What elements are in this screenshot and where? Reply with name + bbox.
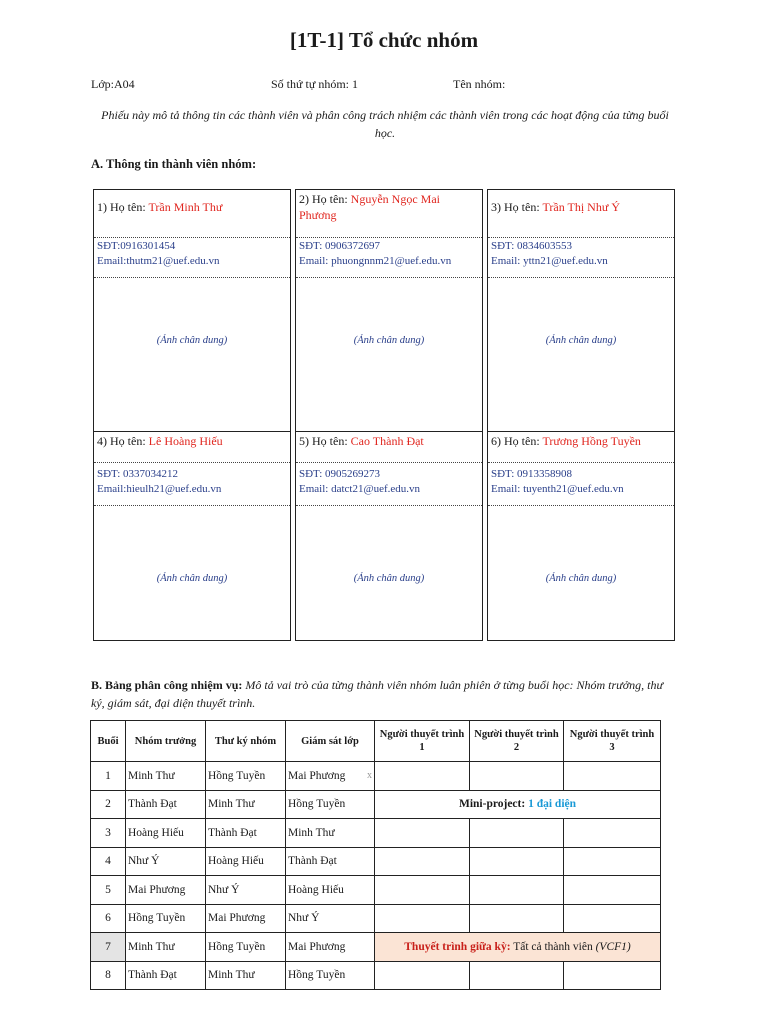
col-header-presenter-1: Người thuyết trình 1 [375,721,470,762]
portrait-placeholder: (Ảnh chân dung) [545,335,617,346]
member-email: Email:thutm21@uef.edu.vn [97,255,220,267]
group-number-field: Số thứ tự nhóm: 1 [271,77,359,91]
divider [488,505,674,506]
table-row: 5 Mai Phương Như Ý Hoàng Hiếu [91,876,661,905]
divider [296,277,482,278]
portrait-placeholder: (Ảnh chân dung) [545,573,617,584]
member-name: Lê Hoàng Hiếu [148,434,223,448]
member-name-line: 4) Họ tên: Lê Hoàng Hiếu [97,434,223,448]
member-email: Email: phuongnnm21@uef.edu.vn [299,255,452,267]
col-header-presenter-2: Người thuyết trình 2 [470,721,564,762]
divider [296,237,482,238]
intro-paragraph: Phiếu này mô tả thông tin các thành viên và phân công trách nhiệm các thành viên trong các hoạt động của từng buổi học. [101,108,669,140]
member-phone: SĐT: 0834603553 [491,240,573,252]
member-email: Email: yttn21@uef.edu.vn [491,255,608,267]
member-phone: SĐT: 0337034212 [97,468,179,480]
col-header-monitor: Giám sát lớp [286,721,375,762]
member-card-2 [295,189,483,433]
mini-project-note: Mini-project: 1 đại diện [375,790,661,819]
member-email: Email: tuyenth21@uef.edu.vn [491,483,624,495]
table-row: 3 Hoàng Hiếu Thành Đạt Minh Thư [91,819,661,848]
divider [296,505,482,506]
member-name-line: 1) Họ tên: Trần Minh Thư [97,200,223,214]
member-name-line: 6) Họ tên: Trương Hồng Tuyền [491,434,641,448]
x-mark: x [367,769,372,781]
group-name-field: Tên nhóm: [453,77,506,91]
section-a-heading: A. Thông tin thành viên nhóm: [91,157,257,171]
table-row: 7 Minh Thư Hồng Tuyền Mai Phương Thuyết trình giữa kỳ: Tất cả thành viên (VCF1) [91,933,661,962]
divider [94,462,290,463]
section-b [91,676,678,712]
page-title: [1T-1] Tổ chức nhóm [289,28,479,52]
class-field: Lớp:A04 [91,77,135,91]
divider [94,505,290,506]
table-row: 4 Như Ý Hoàng Hiếu Thành Đạt [91,847,661,876]
col-header-presenter-3: Người thuyết trình 3 [564,721,661,762]
member-phone: SĐT:0916301454 [97,240,176,252]
divider [488,237,674,238]
table-row: 1 Minh Thư Hồng Tuyền Mai Phương x [91,762,661,791]
divider [296,462,482,463]
member-phone: SĐT: 0906372697 [299,240,381,252]
member-name: Cao Thành Đạt [350,434,424,448]
member-name-line: 2) Họ tên: Nguyễn Ngọc Mai Phương [299,192,440,222]
portrait-placeholder: (Ảnh chân dung) [353,335,425,346]
divider [94,277,290,278]
member-phone: SĐT: 0913358908 [491,468,573,480]
member-card-6 [487,431,675,641]
section-b-heading: B. Bảng phân công nhiệm vụ: [91,678,243,692]
table-row: 2 Thành Đạt Minh Thư Hồng Tuyền Mini-project: 1 đại diện [91,790,661,819]
member-name: Nguyễn Ngọc Mai Phương [299,192,440,222]
portrait-placeholder: (Ảnh chân dung) [156,335,228,346]
portrait-placeholder: (Ảnh chân dung) [156,573,228,584]
member-name: Trương Hồng Tuyền [542,434,641,448]
col-header-secretary: Thư ký nhóm [206,721,286,762]
member-phone: SĐT: 0905269273 [299,468,381,480]
table-row: 8 Thành Đạt Minh Thư Hồng Tuyền [91,961,661,990]
member-name: Trần Thị Như Ý [542,200,620,214]
section-b-description: Mô tả vai trò của từng thành viên nhóm luân phiên ở từng buổi học: Nhóm trưởng, thư ký, giám sát, đại diện thuyết trình. [91,678,664,710]
table-row: 6 Hồng Tuyền Mai Phương Như Ý [91,904,661,933]
table-header-row [91,721,661,762]
member-email: Email:hieulh21@uef.edu.vn [97,483,222,495]
divider [488,462,674,463]
member-card-4 [93,431,291,641]
portrait-placeholder: (Ảnh chân dung) [353,573,425,584]
member-card-5 [295,431,483,641]
member-card-1 [93,189,291,433]
assignment-table [90,720,661,990]
col-header-session: Buổi [91,721,126,762]
col-header-leader: Nhóm trưởng [126,721,206,762]
member-grid [93,189,675,641]
member-name-line: 3) Họ tên: Trần Thị Như Ý [491,200,620,214]
member-email: Email: datct21@uef.edu.vn [299,483,421,495]
midterm-presentation-note: Thuyết trình giữa kỳ: Tất cả thành viên (VCF1) [375,933,661,962]
member-card-3 [487,189,675,433]
member-name: Trần Minh Thư [148,200,223,214]
member-name-line: 5) Họ tên: Cao Thành Đạt [299,434,424,448]
divider [488,277,674,278]
divider [94,237,290,238]
